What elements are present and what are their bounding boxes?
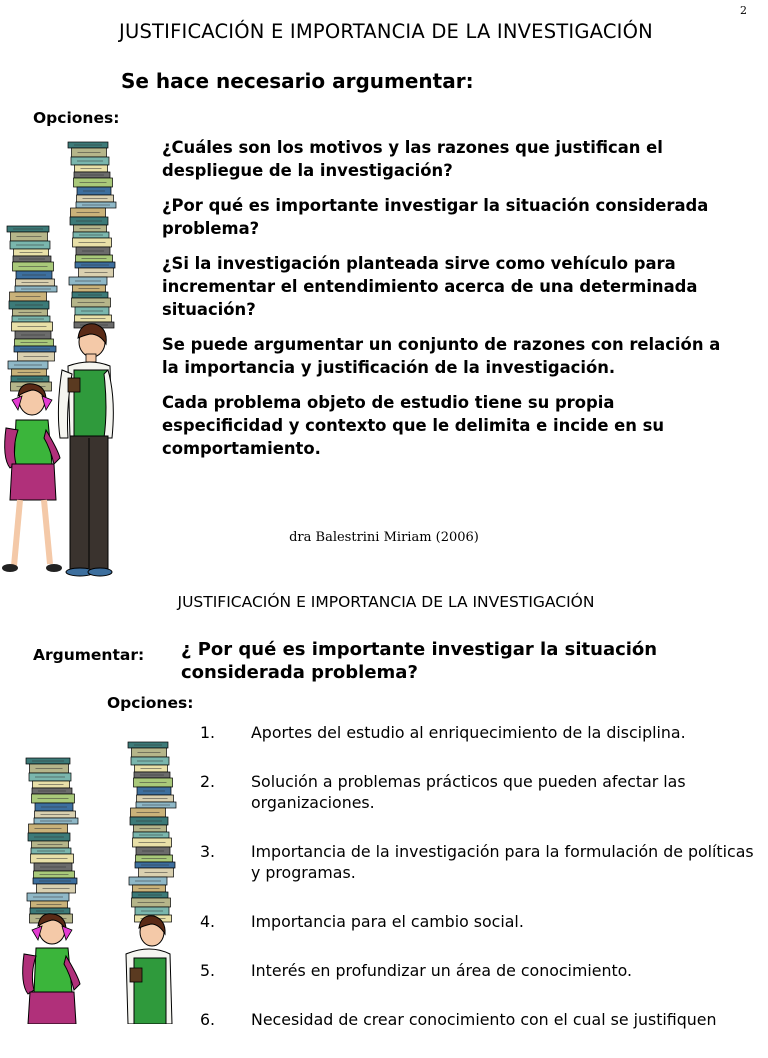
boy-figure bbox=[126, 916, 172, 1024]
girl-book-stack bbox=[7, 226, 57, 391]
girl-figure bbox=[2, 384, 62, 572]
list-item bbox=[200, 911, 760, 932]
list-item-text: Aportes del estudio al enriquecimiento de la disciplina. bbox=[251, 723, 686, 742]
list-item-text: Necesidad de crear conocimiento con el cual se justifiquen bbox=[251, 1010, 717, 1029]
boy-figure bbox=[58, 324, 113, 576]
list-item-text: Solución a problemas prácticos que pueden afectar las organizaciones. bbox=[251, 772, 686, 812]
list-item-text: Importancia de la investigación para la formulación de políticas y programas. bbox=[251, 842, 754, 882]
list-item bbox=[200, 722, 760, 743]
slide1-subtitle: Se hace necesario argumentar: bbox=[121, 69, 474, 93]
list-item bbox=[200, 1009, 760, 1030]
list-item-number: 4. bbox=[200, 912, 216, 931]
list-item-number: 6. bbox=[200, 1010, 216, 1029]
question-item: ¿Por qué es importante investigar la situación considerada problema? bbox=[162, 196, 709, 238]
reasons-list bbox=[200, 722, 760, 1058]
list-item bbox=[200, 841, 760, 883]
girl-figure bbox=[23, 914, 80, 1024]
list-item-number: 2. bbox=[200, 772, 216, 791]
slide1-question-list bbox=[162, 136, 732, 472]
list-item bbox=[200, 960, 760, 981]
question-item: Se puede argumentar un conjunto de razones con relación a la importancia y justificación de la investigación. bbox=[162, 335, 721, 377]
slide1-title: JUSTIFICACIÓN E IMPORTANCIA DE LA INVESTIGACIÓN bbox=[119, 20, 653, 43]
list-item-text: Importancia para el cambio social. bbox=[251, 912, 524, 931]
slide2-options-label: Opciones: bbox=[107, 694, 194, 712]
list-item-number: 1. bbox=[200, 723, 216, 742]
kids-with-books-illustration-2 bbox=[18, 740, 188, 1024]
slide2-question: ¿ Por qué es importante investigar la situación considerada problema? bbox=[181, 639, 658, 683]
boy-book-stack bbox=[128, 742, 176, 922]
girl-book-stack bbox=[26, 758, 78, 923]
list-item-text: Interés en profundizar un área de conocimiento. bbox=[251, 961, 633, 980]
boy-book-stack bbox=[68, 142, 116, 328]
argumentar-label: Argumentar: bbox=[33, 646, 145, 664]
slide2-title: JUSTIFICACIÓN E IMPORTANCIA DE LA INVESTIGACIÓN bbox=[177, 593, 595, 611]
kids-with-books-illustration bbox=[0, 138, 125, 578]
list-item-number: 5. bbox=[200, 961, 216, 980]
question-item: ¿Si la investigación planteada sirve como vehículo para incrementar el entendimiento acerca de una determinada situación? bbox=[162, 254, 698, 319]
author-citation: dra Balestrini Miriam (2006) bbox=[289, 530, 479, 545]
page-number: 2 bbox=[740, 4, 747, 17]
question-item: ¿Cuáles son los motivos y las razones que justifican el despliegue de la investigación? bbox=[162, 138, 663, 180]
list-item bbox=[200, 771, 760, 813]
question-item: Cada problema objeto de estudio tiene su propia especificidad y contexto que le delimita e incide en su comportamiento. bbox=[162, 393, 665, 458]
slide1-options-label: Opciones: bbox=[33, 109, 120, 127]
list-item-number: 3. bbox=[200, 842, 216, 861]
